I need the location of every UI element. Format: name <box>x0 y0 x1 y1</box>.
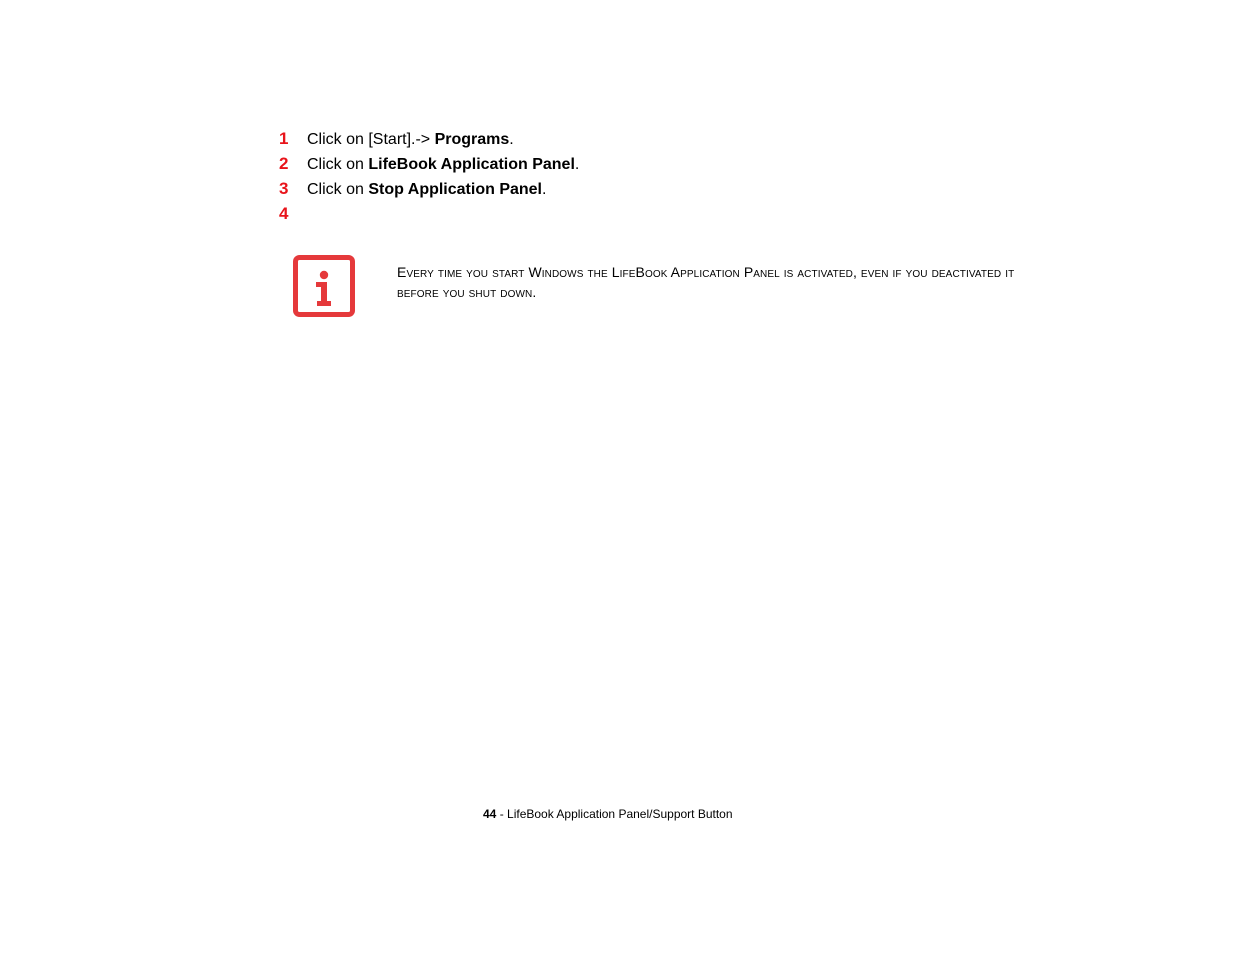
footer-title: LifeBook Application Panel/Support Button <box>507 807 733 821</box>
page-number: 44 <box>483 807 497 821</box>
note-text: Every time you start Windows the LifeBook Application Panel is activated, even if you deactivated it before you shut down. <box>397 264 1015 300</box>
step-number: 2 <box>279 154 289 173</box>
footer-separator: - <box>496 807 508 821</box>
step-text: Click on [Start].-> Programs. <box>307 131 514 148</box>
info-icon <box>293 255 355 317</box>
step-bold-term: LifeBook Application Panel <box>368 156 575 173</box>
instruction-steps <box>279 126 579 226</box>
step-text: Click on LifeBook Application Panel. <box>307 156 580 173</box>
step-number: 1 <box>279 129 289 148</box>
step-number: 3 <box>279 179 289 198</box>
step-item <box>279 201 579 226</box>
step-bold-term: Stop Application Panel <box>368 181 542 198</box>
step-bold-term: Programs <box>434 131 510 148</box>
step-item <box>279 176 579 201</box>
step-text: Click on Stop Application Panel. <box>307 181 547 198</box>
step-number: 4 <box>279 204 289 223</box>
step-item <box>279 151 579 176</box>
step-item <box>279 126 579 151</box>
